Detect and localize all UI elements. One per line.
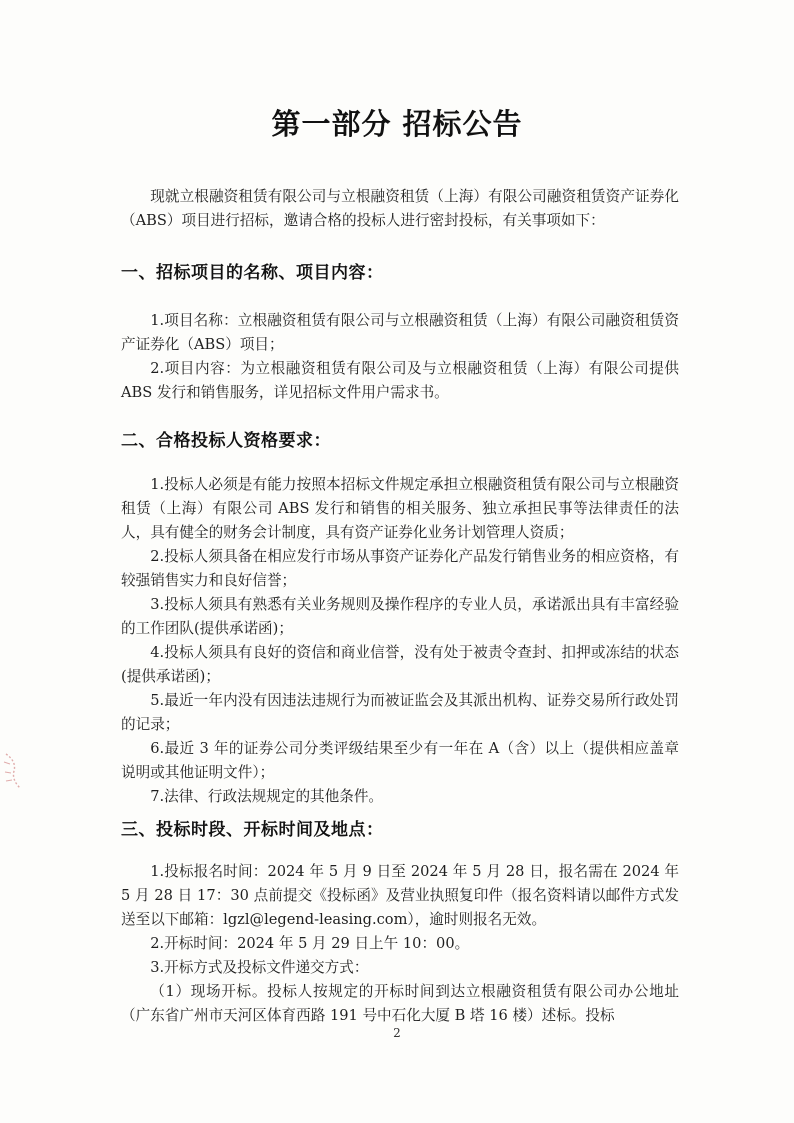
intro-paragraph: 现就立根融资租赁有限公司与立根融资租赁（上海）有限公司融资租赁资产证券化（ABS）项目进行招标，邀请合格的投标人进行密封投标，有关事项如下：	[121, 188, 679, 229]
page-number: 2	[393, 1026, 401, 1040]
section-3-paragraph-4: （1）现场开标。投标人按规定的开标时间到达立根融资租赁有限公司办公地址（广东省广州市天河区体育西路 191 号中石化大厦 B 塔 16 楼）述标。投标	[121, 983, 679, 1024]
section-1-paragraph-2: 2.项目内容：为立根融资租赁有限公司及与立根融资租赁（上海）有限公司提供 ABS 发行和销售服务，详见招标文件用户需求书。	[121, 360, 679, 401]
section-1-paragraph-1: 1.项目名称：立根融资租赁有限公司与立根融资租赁（上海）有限公司融资租赁资产证券化（ABS）项目；	[121, 312, 679, 353]
section-2-paragraph-4: 4.投标人须具有良好的资信和商业信誉，没有处于被责令查封、扣押或冻结的状态(提供承诺函)；	[121, 644, 679, 685]
section-1-body	[121, 309, 679, 405]
section-2-paragraph-7: 7.法律、行政法规规定的其他条件。	[150, 788, 384, 805]
section-3-body	[121, 860, 679, 1028]
section-3-paragraph-3: 3.开标方式及投标文件递交方式：	[150, 959, 369, 976]
intro-block	[121, 185, 679, 233]
section-2-paragraph-1: 1.投标人必须是有能力按照本招标文件规定承担立根融资租赁有限公司与立根融资租赁（上海）有限公司 ABS 发行和销售的相关服务、独立承担民事等法律责任的法人，具有健全的财务会计制度，具有资产证券化业务计划管理人资质；	[121, 476, 679, 541]
section-1-heading: 一、招标项目的名称、项目内容：	[121, 263, 384, 283]
section-3-heading: 三、投标时段、开标时间及地点：	[121, 820, 384, 840]
section-2-paragraph-5: 5.最近一年内没有因违法违规行为而被证监会及其派出机构、证券交易所行政处罚的记录；	[121, 692, 679, 733]
section-2-paragraph-3: 3.投标人须具有熟悉有关业务规则及操作程序的专业人员，承诺派出具有丰富经验的工作团队(提供承诺函)；	[121, 596, 679, 637]
section-2-paragraph-6: 6.最近 3 年的证券公司分类评级结果至少有一年在 A（含）以上（提供相应盖章说明或其他证明文件）；	[121, 740, 679, 781]
section-2-body	[121, 473, 679, 809]
section-3-paragraph-2: 2.开标时间：2024 年 5 月 29 日上午 10：00。	[150, 935, 470, 952]
page-title: 第一部分 招标公告	[271, 107, 523, 141]
section-2-paragraph-2: 2.投标人须具备在相应发行市场从事资产证券化产品发行销售业务的相应资格，有较强销售实力和良好信誉；	[121, 548, 679, 589]
section-3-paragraph-1: 1.投标报名时间：2024 年 5 月 9 日至 2024 年 5 月 28 日，报名需在 2024 年 5 月 28 日 17：30 点前提交《投标函》及营业执照复印件（报名资料请以邮件方式发送至以下邮箱：lgzl@legend-leasing.com），逾时则报名无效。	[121, 863, 679, 928]
seal-fragment-icon	[2, 752, 24, 790]
section-2-heading: 二、合格投标人资格要求：	[121, 431, 331, 451]
